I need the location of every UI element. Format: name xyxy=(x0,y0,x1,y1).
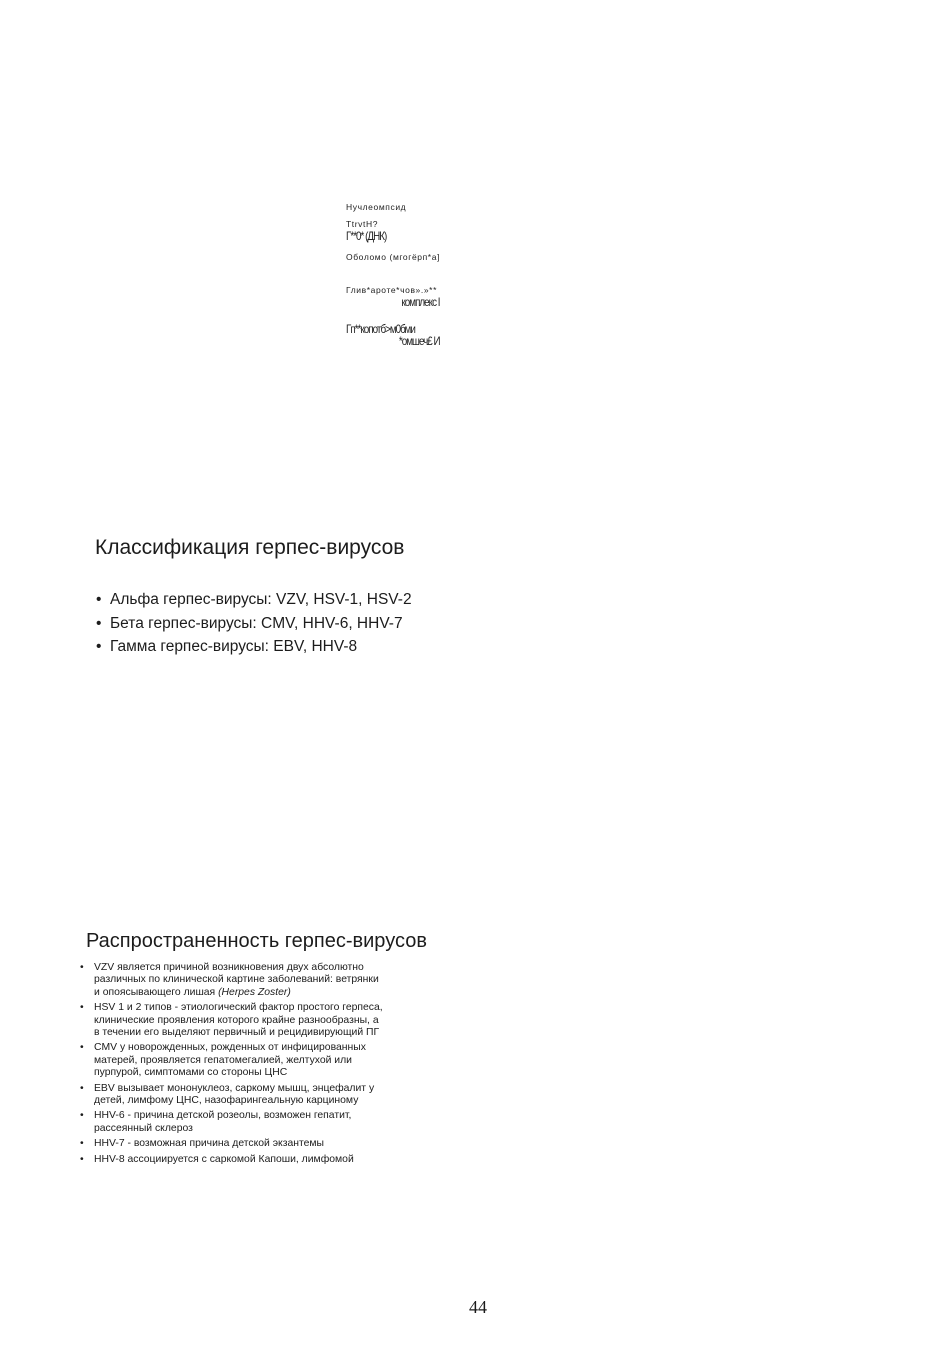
list-item: • Альфа герпес-вирусы: VZV, HSV-1, HSV-2 xyxy=(96,591,412,608)
classification-title: Классификация герпес-вирусов xyxy=(95,536,405,559)
classification-list xyxy=(96,588,412,659)
list-item: • HHV-7 - возможная причина детской экзантемы xyxy=(80,1138,325,1150)
prevalence-title: Распространенность герпес-вирусов xyxy=(86,930,427,952)
diagram-label-nucleocapsid: Нучлеомпсид xyxy=(346,202,407,212)
list-item: • HSV 1 и 2 типов - этиологический фактор простого герпеса, клинические проявления которого крайне разнообразны, а в течении его выделяют первичный и рецидивирующий ПГ xyxy=(80,1002,383,1039)
diagram-label-capsid: TtrvtH? xyxy=(346,219,379,229)
diagram-label-tegument: Гп**копотб>м0бми xyxy=(346,322,415,336)
herpesvirus-structure-diagram xyxy=(0,0,943,420)
list-item: • VZV является причиной возникновения двух абсолютно различных по клинической картине заболеваний: ветрянки и опоясывающего лишая (Herpes Zoster) xyxy=(80,962,379,998)
diagram-label-tegument-2: *омшеч£ И xyxy=(399,334,440,348)
list-item: • EBV вызывает мононуклеоз, саркому мышц, энцефалит у детей, лимфому ЦНС, назофарингеальную карциному xyxy=(80,1082,375,1107)
diagram-label-envelope: Оболомо (мгогёрп*а] xyxy=(346,252,441,262)
page-number: 44 xyxy=(469,1297,487,1317)
list-item: • Бета герпес-вирусы: CMV, HHV-6, HHV-7 xyxy=(96,614,403,632)
list-item: • HHV-8 ассоциируется с саркомой Капоши, лимфомой xyxy=(80,1153,354,1165)
diagram-label-complex: комплекс I xyxy=(401,295,440,309)
prevalence-list xyxy=(80,962,460,1169)
list-item: • Гамма герпес-вирусы: EBV, HHV-8 xyxy=(96,638,358,655)
diagram-label-glycoprotein: Глив*ароте*чов».»** xyxy=(346,285,437,295)
list-item: • HHV-6 - причина детской розеолы, возможен гепатит, рассеянный склероз xyxy=(80,1110,352,1134)
list-item: • CMV у новорожденных, рожденных от инфицированных матерей, проявляется гепатомегалией, желтухой или пурпурой, симптомами со стороны ЦНС xyxy=(80,1042,366,1079)
diagram-label-dna: Г**0* (ДНК) xyxy=(346,229,387,243)
